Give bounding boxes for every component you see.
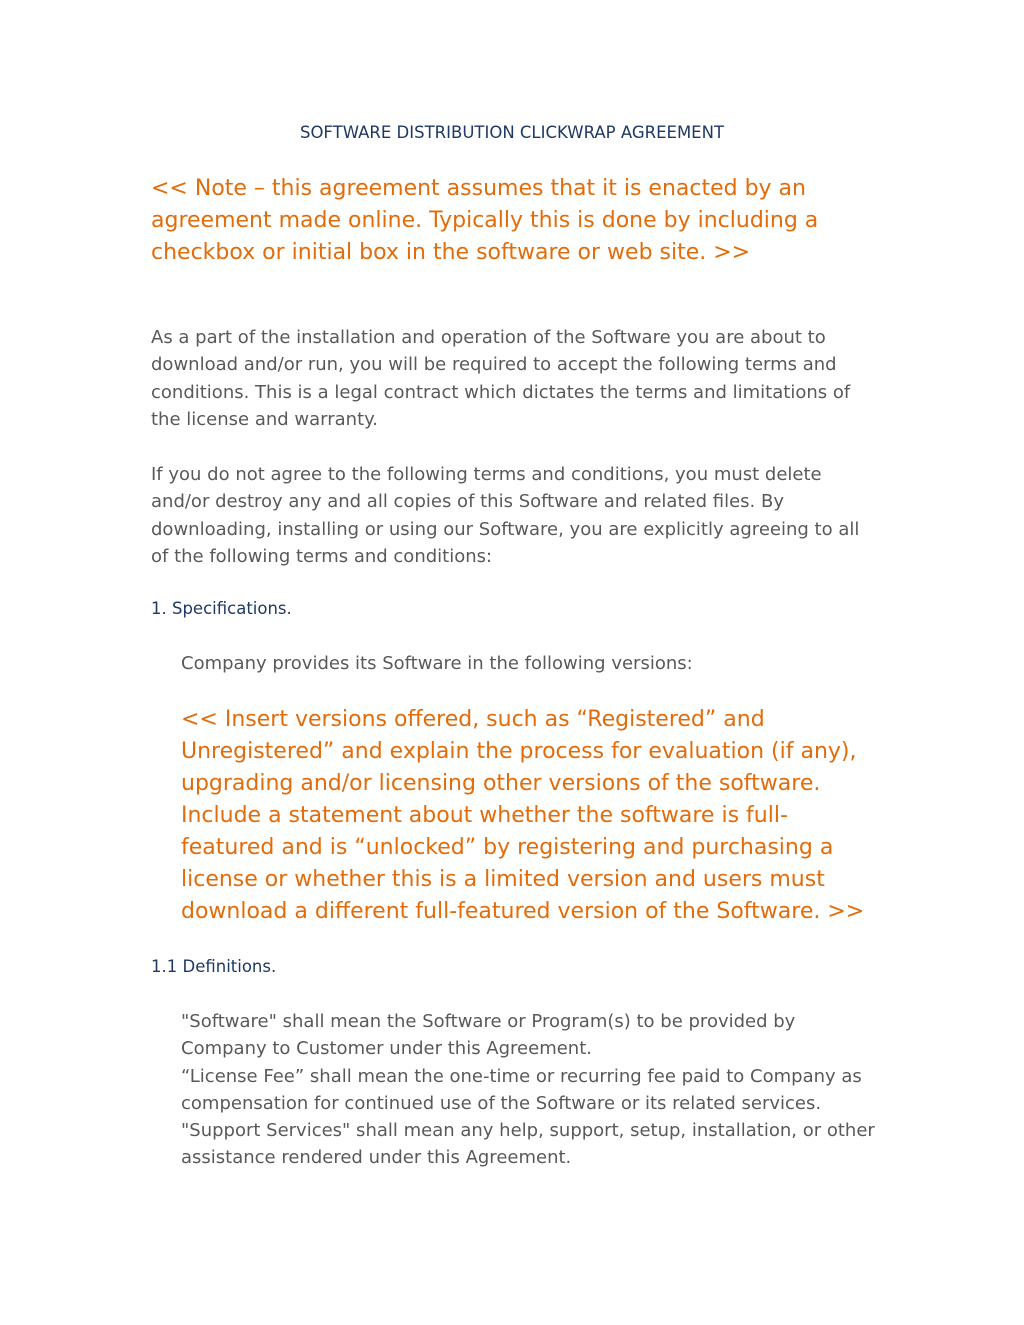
versions-intro-text: Company provides its Software in the following versions: bbox=[181, 653, 693, 674]
section-heading-specifications: 1. Specifications. bbox=[151, 599, 292, 618]
section-heading-definitions: 1.1 Definitions. bbox=[151, 957, 277, 976]
agreement-terms-paragraph: If you do not agree to the following terms and conditions, you must delete and/or destroy any and all copies of this Software and related files. By downloading, installing or using our Software, you are explicitly agreeing to all of the following terms and conditions: bbox=[151, 464, 860, 567]
definition-license-fee: “License Fee” shall mean the one-time or recurring fee paid to Company as compensation for continued use of the Software or its related services. bbox=[181, 1065, 862, 1114]
drafting-note-online-agreement: << Note – this agreement assumes that it is enacted by an agreement made online. Typically this is done by including a checkbox or initial box in the software or web site. >> bbox=[151, 176, 819, 265]
definitions-list bbox=[181, 1008, 881, 1172]
definition-software: "Software" shall mean the Software or Program(s) to be provided by Company to Customer under this Agreement. bbox=[181, 1011, 796, 1060]
drafting-note-versions: << Insert versions offered, such as “Registered” and Unregistered” and explain the process for evaluation (if any), upgrading and/or licensing other versions of the software. Include a statement about whether the software is full-featured and is “unlocked” by registering and purchasing a license or whether this is a limited version and users must download a different full-featured version of the Software. >> bbox=[181, 707, 865, 924]
document-title: SOFTWARE DISTRIBUTION CLICKWRAP AGREEMENT bbox=[299, 123, 725, 142]
intro-paragraph: As a part of the installation and operation of the Software you are about to download and/or run, you will be required to accept the following terms and conditions. This is a legal contract which dictates the terms and limitations of the license and warranty. bbox=[151, 327, 851, 430]
definition-support-services: "Support Services" shall mean any help, support, setup, installation, or other assistance rendered under this Agreement. bbox=[181, 1120, 875, 1169]
